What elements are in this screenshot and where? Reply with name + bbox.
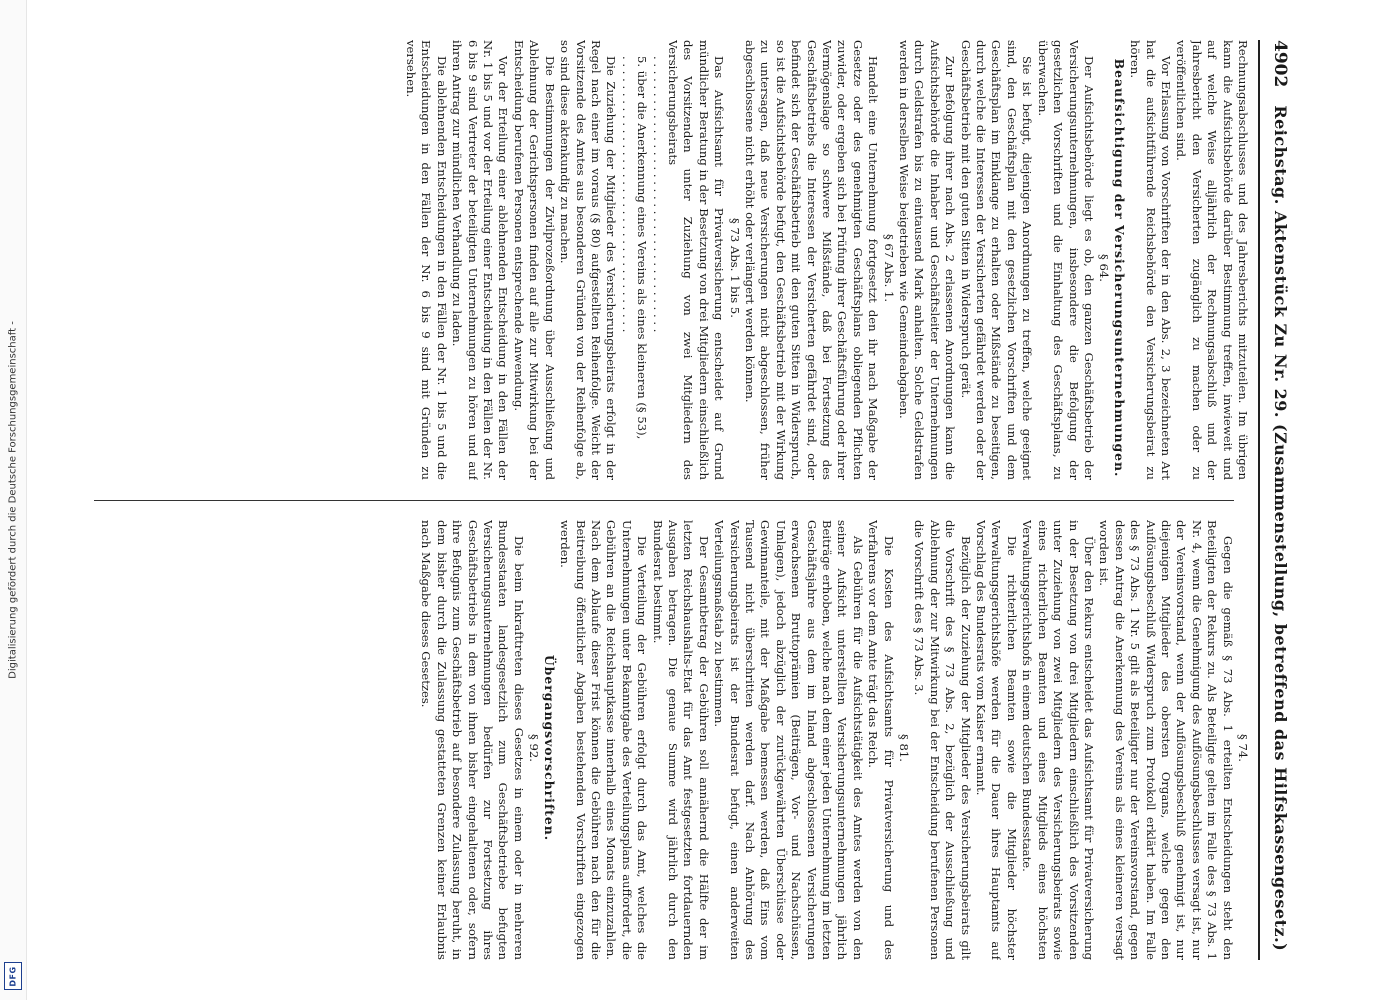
paragraph: Sie ist befugt, diejenigen Anordnungen zu treffen, welche geeignet sind, den Geschäftsplan mit den gesetzlichen Vorschriften und dem Geschäftsplan im Einklange zu erhalten oder Mißstände zu beseitigen, durch welche die Interessen der Versicherten gefährdet werden oder der Geschäftsbetrieb mit den guten Sitten in Widerspruch gerät. <box>958 40 1035 480</box>
paragraph-number: § 73 Abs. 1 bis 5. <box>727 218 742 318</box>
paragraph: Bezüglich der Zuziehung der Mitglieder des Versicherungsbeirats gilt die Vorschrift des § 73 Abs. 2, bezüglich der Ausschließung und Ablehnung der zur Mitwirkung bei der Entscheidung berufenen Personen die Vorschrift des § 73 Abs. 3. <box>912 520 973 960</box>
dfg-logo-label: DFG <box>8 965 18 987</box>
ellipsis-line: . . . . . . . . . . . . . . . . . . . . . . . . . . . . . . . . . . . . . . <box>619 56 634 333</box>
paragraph: Der Aufsichtsbehörde liegt es ob, den ganzen Geschäftsbetrieb der Versicherungsunternehmungen, insbesondere die Befolgung der gesetzlichen Vorschriften und die Einhaltung des Geschäftsplans, zu überwachen. <box>1035 40 1096 480</box>
paragraph: Die ablehnenden Entscheidungen in den Fällen der Nr. 1 bis 5 und die Entscheidungen in den Fällen der Nr. 6 bis 9 sind mit Gründen zu versehen. <box>404 40 449 480</box>
paragraph-number: § 67 Abs. 1. <box>881 233 896 303</box>
page-header <box>1264 40 1290 960</box>
paragraph: Die beim Inkrafttreten dieses Gesetzes in einem oder in mehreren Bundesstaaten landesgesetzlich zum Geschäftsbetriebe befugten Versicherungsunternehmungen bedürfen zur Fortsetzung ihres Geschäftsbetriebs in dem von ihnen bisher eingehaltenen oder, sofern ihre Befugnis zum Geschäftsbetrieb auf besondere Zulassung beruht, in dem bisher durch die Zulassung gestatteten Grenzen keiner Erlaubnis nach Maßgabe dieses Gesetzes. <box>419 520 526 960</box>
paragraph: Die Kosten des Aufsichtsamts für Privatversicherung und des Verfahrens vor dem Amte trägt das Reich. <box>866 520 896 960</box>
paragraph-number: § 64. <box>1097 254 1112 282</box>
paragraph: Zur Befolgung ihrer nach Abs. 2 erlassenen Anordnungen kann die Aufsichtsbehörde die Inhaber und Geschäftsleiter der Unternehmungen durch Geldstrafen bis zu eintausend Mark anhalten. Solche Geldstrafen werden in derselben Weise beigetrieben wie Gemeindeabgaben. <box>897 40 958 480</box>
paragraph-number: § 92. <box>527 734 542 762</box>
section-heading: Übergangsvorschriften. <box>541 654 557 842</box>
header-rule <box>1258 40 1260 960</box>
paragraph: Als Gebühren für die Aufsichtstätigkeit des Amtes werden von den seiner Aufsicht unterstellten Versicherungsunternehmungen jährlich Beiträge erhoben, welche nach dem einer jeden Unternehmung im letzten Geschäftsjahre aus dem im Inland abgeschlossenen Versicherungen erwachsenen Bruttoprämien (Beiträgen, Vor- und Nachschüssen, Umlagen), jedoch abzüglich der zurückgewährten Überschüsse oder Gewinnanteile, mit der Maßgabe bemessen werden, daß Eins vom Tausend nicht überschritten werden darf. Nach Anhörung des Versicherungsbeirats ist der Bundesrat befugt, einen anderweiten Verteilungsmaßstab zu bestimmen. <box>712 520 865 960</box>
paragraph: Über den Rekurs entscheidet das Aufsichtsamt für Privatversicherung in der Besetzung von drei Mitgliedern einschließlich des Vorsitzenden unter Zuziehung von zwei Mitgliedern des Versicherungsbeirats sowie eines richterlichen Beamten und eines Mitglieds eines höchsten Verwaltungsgerichtshofs in einem deutschen Bundesstaate. <box>1020 520 1096 960</box>
left-column <box>80 40 1250 480</box>
dfg-logo-icon <box>4 962 22 990</box>
paragraph: Die Verteilung der Gebühren erfolgt durch das Amt, welches die Unternehmungen unter Bekanntgabe des Verteilungsplans auffordert, die Gebühren an die Reichshauptkasse innerhalb eines Monats einzuzahlen. Nach dem Ablaufe dieser Frist können die Gebühren nach den für die Beitreibung öffentlicher Abgaben bestehenden Vorschriften eingezogen werden. <box>558 520 650 960</box>
paragraph: Handelt eine Unternehmung fortgesetzt den ihr nach Maßgabe der Gesetze oder des genehmigten Geschäftsplans obliegenden Pflichten zuwider, oder ergeben sich bei Prüfung ihrer Geschäftsführung oder ihrer Vermögenslage so schwere Mißstände, daß bei Fortsetzung des Geschäftsbetriebs die Interessen der Versicherten gefährdet sind, oder befindet sich der Geschäftsbetrieb mit den guten Sitten in Widerspruch, so ist die Aufsichtsbehörde befugt, den Geschäftsbetrieb mit der Wirkung zu untersagen, daß neue Versicherungen nicht abgeschlossen, früher abgeschlossene nicht erhöht oder verlängert werden können. <box>743 40 881 480</box>
paragraph: Vor Erlassung von Vorschriften der in den Abs. 2, 3 bezeichneten Art hat die aufsichtführende Reichsbehörde den Versicherungsbeirat zu hören. <box>1128 40 1173 480</box>
dfg-credit-text: Digitalisierung gefördert durch die Deutsche Forschungsgemeinschaft - <box>7 321 19 679</box>
page-number: 4902 <box>1270 40 1290 88</box>
section-heading: Beaufsichtigung der Versicherungsunternehmungen. <box>1111 58 1127 478</box>
paragraph-number: § 74. <box>1236 734 1250 762</box>
paragraph: Die richterlichen Beamten sowie die Mitglieder höchster Verwaltungsgerichtshöfe werden für die Dauer ihres Hauptamts auf Vorschlag des Bundesrats vom Kaiser ernannt. <box>974 520 1019 960</box>
paragraph: Das Aufsichtsamt für Privatversicherung entscheidet auf Grund mündlicher Beratung in der Besetzung von drei Mitgliedern einschließlich des Vorsitzenden unter Zuziehung von zwei Mitgliedern des Versicherungsbeirats <box>665 40 727 480</box>
right-column <box>80 520 1250 960</box>
paragraph: Der Gesamtbetrag der Gebühren soll annähernd die Hälfte der im letzten Reichshaushalts-Etat für das Amt festgesetzten fortdauernden Ausgaben betragen. Die genaue Summe wird jährlich durch den Bundesrat bestimmt. <box>650 520 711 960</box>
paragraph: Die Bestimmungen der Zivilprozeßordnung über Ausschließung und Ablehnung der Gerichtspersonen finden auf alle zur Mitwirkung bei der Entscheidung berufenen Personen entsprechende Anwendung. <box>511 40 557 480</box>
paragraph: 5. über die Anerkennung eines Vereins als eines kleineren (§ 53), <box>635 56 650 440</box>
page-title: Reichstag. Aktenstück Zu Nr. 29. (Zusammenstellung, betreffend das Hilfskassengesetz.) <box>1271 105 1290 952</box>
paragraph: Rechnungsabschlusses und des Jahresberichts mitzuteilen. Im übrigen kann die Aufsichtsbehörde darüber Bestimmung treffen, inwieweit und auf welche Weise alljährlich der Rechnungsabschluß und der Jahresbericht den Versicherten zugänglich zu machen oder zu veröffentlichen sind. <box>1174 40 1250 480</box>
paragraph: Die Zuziehung der Mitglieder des Versicherungsbeirats erfolgt in der Regel nach einer im voraus (§ 80) aufgestellten Reihenfolge. Weicht der Vorsitzende des Amtes aus besonderen Gründen von der Reihenfolge ab, so sind diese aktenkundig zu machen. <box>558 40 619 480</box>
paragraph: Gegen die gemäß § 73 Abs. 1 erteilten Entscheidungen steht den Beteiligten der Rekurs zu. Als Beteiligte gelten im Falle des § 73 Abs. 1 Nr. 4, wenn die Genehmigung des Auflösungsbeschlusses versagt ist, nur der Vereinsvorstand, wenn der Auflösungsbeschluß genehmigt ist, nur diejenigen Mitglieder des obersten Organs, welche gegen den Auflösungsbeschluß Widerspruch zum Protokoll erklärt haben. Im Falle des § 73 Abs. 1 Nr. 5 gilt als Beteiligter nur der Vereinsvorstand, gegen dessen Antrag die Anerkennung des Vereins als eines kleineren versagt worden ist. <box>1097 520 1235 960</box>
paragraph-number: § 81. <box>897 734 912 762</box>
ellipsis-line: . . . . . . . . . . . . . . . . . . . . . . . . . . . . . . . . . . . . . . <box>650 56 665 333</box>
scanned-page <box>34 0 1304 1000</box>
paragraph: Vor der Erteilung einer ablehnenden Entscheidung in den Fällen der Nr. 1 bis 5 und vor der Erteilung einer Entscheidung in den Fällen der Nr. 6 bis 9 sind Vertreter der beteiligten Unternehmungen zu hören und auf ihren Antrag zur mündlichen Verhandlung zu laden. <box>450 40 511 480</box>
sidebar <box>0 0 27 1000</box>
column-divider <box>94 500 1234 501</box>
